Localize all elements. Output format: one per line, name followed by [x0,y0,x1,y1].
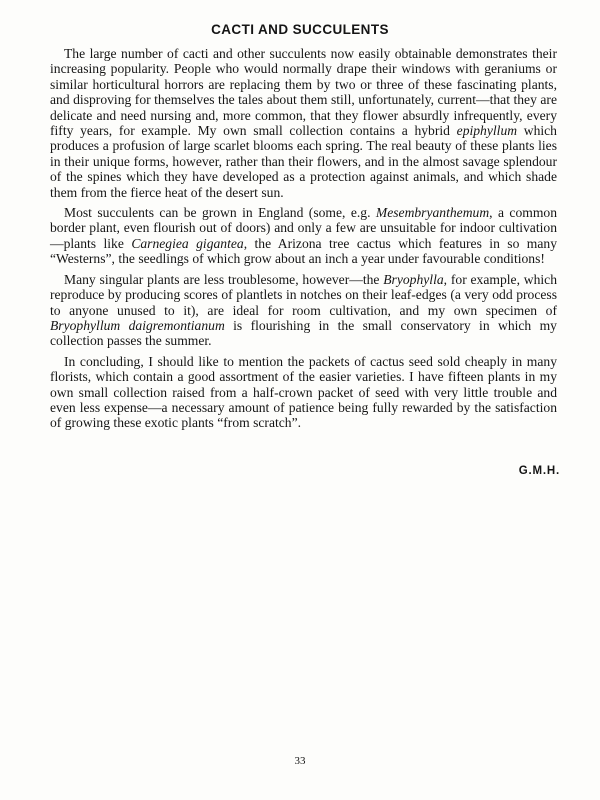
paragraph-1-text-1: The large number of cacti and other succulents now easily obtainable demonstrates their increasing popularity. People who would normally drape their windows with geraniums or similar horticultural horrors are replacing them by two or three of these fascinating plants, and disproving for themselves the tales about them still, unfortunately, current—that they are delicate and need nursing and, more common, that they flower absurdly infrequently, every fifty years, for example. My own small collection contains a hybrid [50,46,557,139]
paragraph-2-italic-carnegiea: Carnegiea gigantea [131,235,244,251]
paragraph-2-italic-mesembryanthemum: Mesembryanthemum [375,205,490,221]
page-number: 33 [294,755,306,767]
paragraph-1-italic-epiphyllum: epiphyllum [456,123,518,139]
paragraph-2-text-1: Most succulents can be grown in England (some, e.g. [64,205,376,221]
paragraph-3-italic-bryophylla: Bryophylla [383,271,444,287]
paragraph-4 [50,354,557,431]
article-title: CACTI AND SUCCULENTS [211,22,389,37]
paragraph-3-italic-bryophyllum: Bryophyllum daigremontianum [50,317,225,333]
paragraph-2-text-2: , a common border plant, even flourish out of doors) and only a few are unsuitable for indoor cultivation—plants like [50,205,557,251]
article-body [50,46,557,436]
paragraph-2-text-3: , the Arizona tree cactus which features in so many “Westerns”, the seedlings of which grow about an inch a year under favourable conditions! [50,235,558,267]
paragraph-4-text-1: In concluding, I should like to mention the packets of cactus seed sold cheaply in many florists, which contain a good assortment of the easier varieties. I have fifteen plants in my own small collection raised from a half-crown packet of seed with very little trouble and even less expense—a necessary amount of patience being fully rewarded by the satisfaction of growing these exotic plants “from scratch”. [50,353,557,431]
paragraph-3-text-2: , for example, which reproduce by producing scores of plantlets in notches on their leaf-edges (a very odd process to anyone unused to it), are ideal for room cultivation, and my own specimen of [50,271,558,318]
author-signature: G.M.H. [518,465,560,477]
paragraph-1 [50,46,557,200]
paragraph-2 [50,205,557,267]
paragraph-3-text-3: is flourishing in the small conservatory in which my collection passes the summer. [50,317,557,349]
paragraph-3 [50,272,557,349]
paragraph-1-text-2: which produces a profusion of large scarlet blooms each spring. The real beauty of these plants lies in their unique forms, however, rather than their flowers, and in the almost savage splendour of the spines which they have developed as a protection against animals, and which shade them from the fierce heat of the desert sun. [50,123,557,200]
paragraph-3-text-1: Many singular plants are less troublesome, however—the [64,271,384,287]
